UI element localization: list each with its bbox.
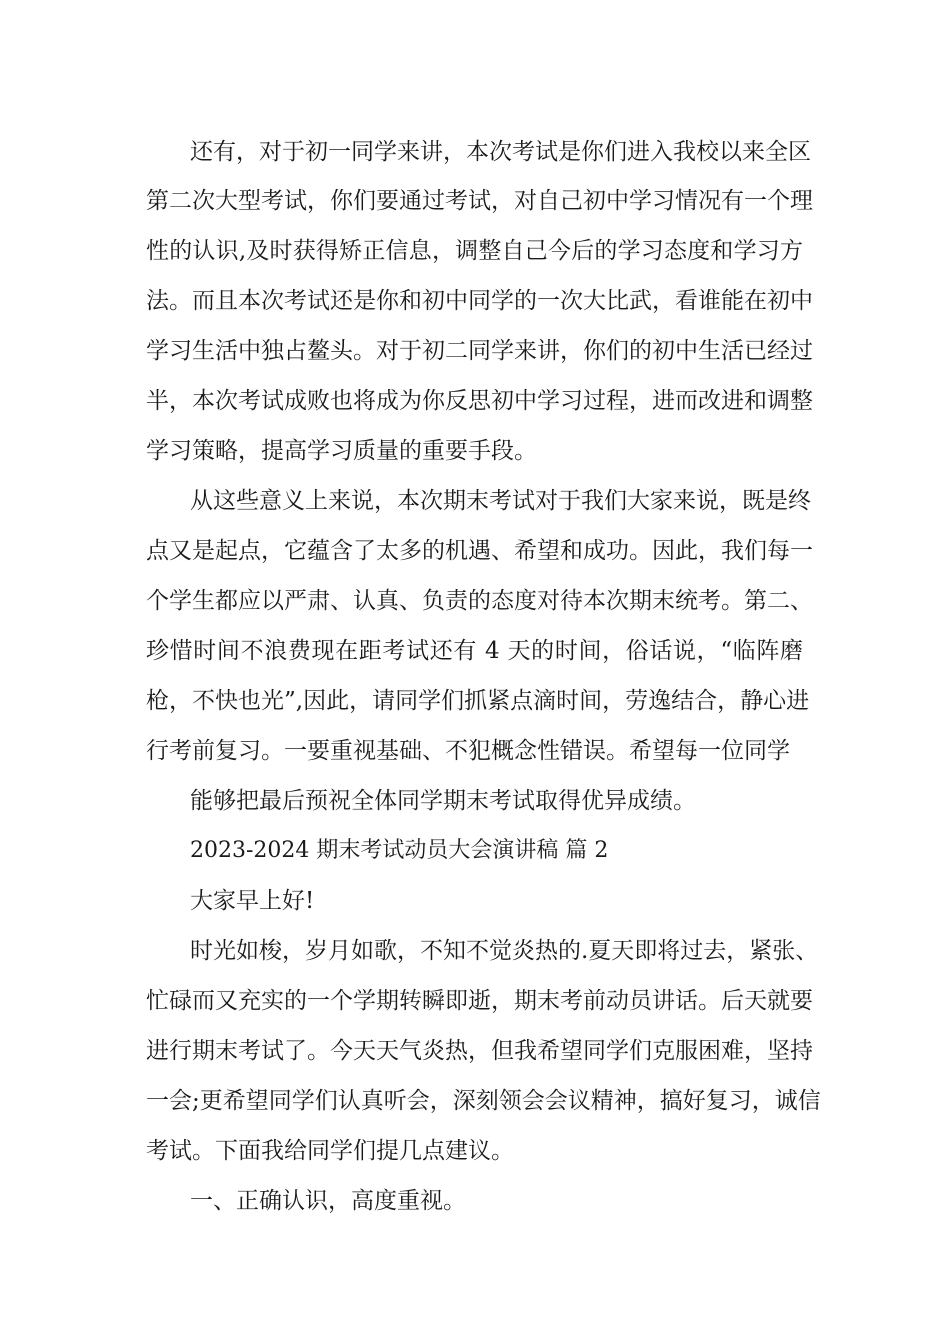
paragraph-line: 半，本次考试成败也将成为你反思初中学习过程，进而改进和调整 bbox=[146, 388, 813, 414]
subsection-heading: 一、正确认识，高度重视。 bbox=[190, 1188, 466, 1214]
paragraph-line: 能够把最后预祝全体同学期末考试取得优异成绩。 bbox=[190, 788, 696, 814]
paragraph-line: 从这些意义上来说，本次期末考试对于我们大家来说，既是终 bbox=[190, 488, 811, 514]
paragraph-line: 一会;更希望同学们认真听会，深刻领会会议精神，搞好复习，诚信 bbox=[146, 1088, 821, 1114]
paragraph-line: 性的认识,及时获得矫正信息，调整自己今后的学习态度和学习方 bbox=[146, 238, 803, 264]
paragraph-line: 第二次大型考试，你们要通过考试，对自己初中学习情况有一个理 bbox=[146, 188, 813, 214]
paragraph-line: 进行期末考试了。今天天气炎热，但我希望同学们克服困难，坚持 bbox=[146, 1038, 813, 1064]
paragraph-line: 点又是起点，它蕴含了太多的机遇、希望和成功。因此，我们每一 bbox=[146, 538, 813, 564]
paragraph-line: 忙碌而又充实的一个学期转瞬即逝，期末考前动员讲话。后天就要 bbox=[146, 988, 813, 1014]
greeting-line: 大家早上好! bbox=[190, 888, 315, 914]
paragraph-line: 行考前复习。一要重视基础、不犯概念性错误。希望每一位同学 bbox=[146, 738, 790, 764]
paragraph-line: 考试。下面我给同学们提几点建议。 bbox=[146, 1138, 514, 1164]
paragraph-line: 学习策略，提高学习质量的重要手段。 bbox=[146, 438, 537, 464]
paragraph-line: 时光如梭，岁月如歌，不知不觉炎热的.夏天即将过去，紧张、 bbox=[190, 938, 819, 964]
paragraph-line: 个学生都应以严肃、认真、负责的态度对待本次期末统考。第二、 bbox=[146, 588, 813, 614]
paragraph-line: 学习生活中独占鳌头。对于初二同学来讲，你们的初中生活已经过 bbox=[146, 338, 813, 364]
paragraph-line: 法。而且本次考试还是你和初中同学的一次大比武，看谁能在初中 bbox=[146, 288, 813, 314]
paragraph-line: 还有，对于初一同学来讲，本次考试是你们进入我校以来全区 bbox=[190, 139, 811, 165]
paragraph-line: 枪，不快也光”,因此，请同学们抓紧点滴时间，劳逸结合，静心进 bbox=[146, 688, 810, 714]
section-heading: 2023-2024 期末考试动员大会演讲稿 篇 2 bbox=[190, 838, 609, 863]
paragraph-line: 珍惜时间不浪费现在距考试还有 4 天的时间，俗话说，“临阵磨 bbox=[146, 638, 803, 664]
